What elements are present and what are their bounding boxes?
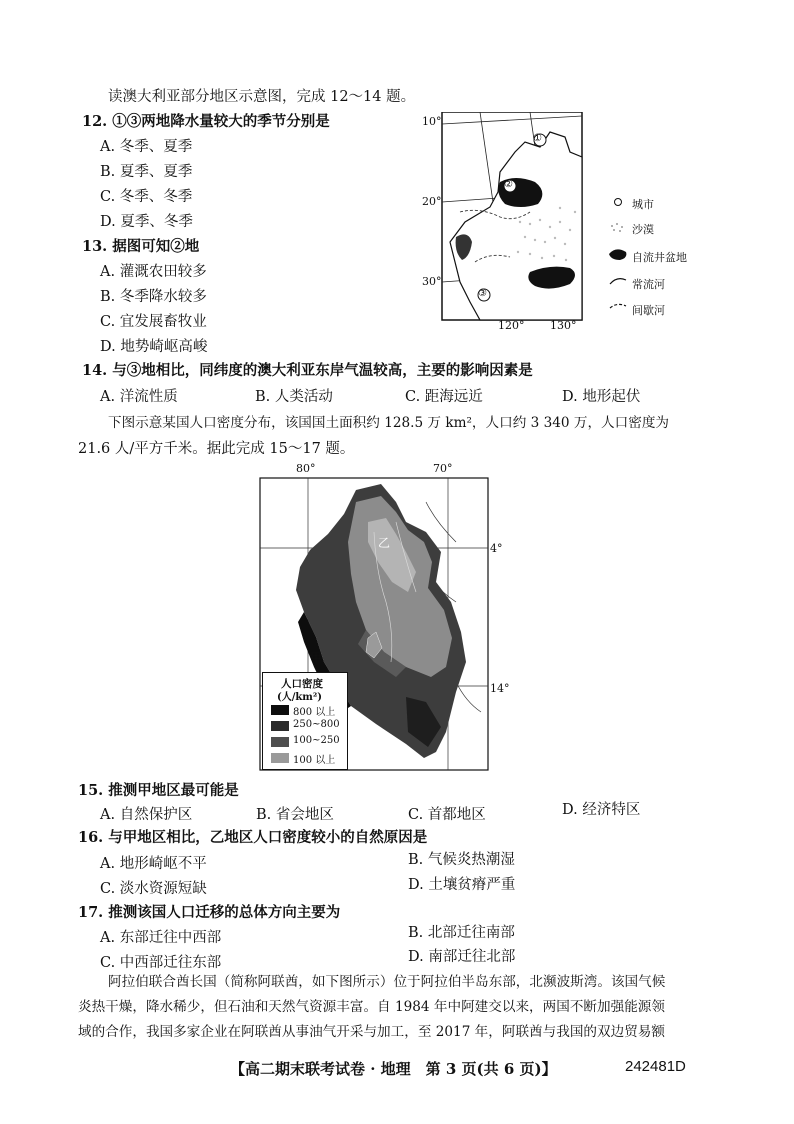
q14-stem: 14. 与③地相比，同纬度的澳大利亚东岸气温较高，主要的影响因素是 — [82, 362, 533, 379]
q15-option-a[interactable]: A. 自然保护区 — [100, 807, 193, 823]
intro-text-2-line2: 21.6 人/平方千米。据此完成 15～17 题。 — [78, 441, 355, 457]
q15-stem: 15. 推测甲地区最可能是 — [78, 782, 239, 799]
density-legend-1: 800 以上 — [293, 707, 336, 718]
population-density-map — [256, 462, 510, 774]
q12-option-a[interactable]: A. 冬季、夏季 — [100, 139, 193, 155]
legend-artesian-basin: 自流井盆地 — [632, 251, 687, 264]
q13-stem: 13. 据图可知②地 — [82, 238, 200, 255]
lat-label-30: 30° — [422, 275, 442, 288]
footer-code: 242481D — [625, 1058, 686, 1075]
legend-city: 城市 — [632, 198, 654, 211]
legend-desert: 沙漠 — [632, 223, 654, 236]
q16-option-a[interactable]: A. 地形崎岖不平 — [100, 856, 207, 872]
lat-label-10: 10° — [422, 115, 442, 128]
intro-text-2-line1: 下图示意某国人口密度分布，该国国土面积约 128.5 万 km²，人口约 3 340 万，人口密度为 — [108, 415, 670, 431]
q15-option-b[interactable]: B. 省会地区 — [256, 807, 334, 823]
q12-option-b[interactable]: B. 夏季、夏季 — [100, 164, 193, 180]
q17-stem: 17. 推测该国人口迁移的总体方向主要为 — [78, 904, 341, 921]
q13-option-d[interactable]: D. 地势崎岖高峻 — [100, 339, 208, 355]
density-swatch-3 — [271, 737, 289, 747]
density-swatch-2 — [271, 721, 289, 731]
q17-option-c[interactable]: C. 中西部迁往东部 — [100, 955, 222, 971]
density-legend-title: 人口密度 — [281, 678, 323, 690]
q16-option-d[interactable]: D. 土壤贫瘠严重 — [408, 877, 516, 893]
q13-option-a[interactable]: A. 灌溉农田较多 — [100, 264, 207, 280]
australia-map — [420, 112, 710, 332]
passage-line-1: 阿拉伯联合酋长国（简称阿联酋，如下图所示）位于阿拉伯半岛东部，北濒波斯湾。该国气候 — [108, 974, 666, 990]
q17-option-b[interactable]: B. 北部迁往南部 — [408, 925, 515, 941]
density-swatch-1 — [271, 705, 289, 715]
density-legend-unit: (人/km²) — [277, 692, 323, 703]
q14-option-b[interactable]: B. 人类活动 — [255, 389, 333, 405]
passage-line-3: 域的合作，我国多家企业在阿联酋从事油气开采与加工，至 2017 年，阿联酋与我国的双边贸易额 — [78, 1024, 665, 1040]
density-legend-2: 250~800 — [293, 719, 340, 730]
lon-label-120: 120° — [498, 319, 525, 332]
q14-option-d[interactable]: D. 地形起伏 — [562, 389, 641, 405]
q17-option-d[interactable]: D. 南部迁往北部 — [408, 949, 516, 965]
marker-2: ② — [504, 179, 513, 190]
intro-text-1: 读澳大利亚部分地区示意图，完成 12～14 题。 — [108, 89, 416, 105]
lat-label-20: 20° — [422, 195, 442, 208]
q14-option-c[interactable]: C. 距海远近 — [405, 389, 483, 405]
density-legend-4: 100 以上 — [293, 755, 336, 766]
lat-label-14: 14° — [490, 682, 510, 695]
q12-option-d[interactable]: D. 夏季、冬季 — [100, 214, 193, 230]
q16-option-b[interactable]: B. 气候炎热潮湿 — [408, 852, 515, 868]
q13-option-c[interactable]: C. 宜发展畜牧业 — [100, 314, 207, 330]
label-jia: 甲 — [310, 651, 323, 665]
q14-option-a[interactable]: A. 洋流性质 — [100, 389, 178, 405]
q16-option-c[interactable]: C. 淡水资源短缺 — [100, 881, 207, 897]
density-swatch-4 — [271, 753, 289, 763]
passage-line-2: 炎热干燥，降水稀少，但石油和天然气资源丰富。自 1984 年中阿建交以来，两国不断加强能源领 — [78, 999, 665, 1015]
q13-option-b[interactable]: B. 冬季降水较多 — [100, 289, 207, 305]
q17-option-a[interactable]: A. 东部迁往中西部 — [100, 930, 222, 946]
lon-label-70: 70° — [433, 462, 453, 475]
density-legend — [262, 672, 348, 770]
q12-option-c[interactable]: C. 冬季、冬季 — [100, 189, 193, 205]
marker-3: ③ — [478, 288, 487, 299]
lon-label-80: 80° — [296, 462, 316, 475]
footer-page-info: 【高二期末联考试卷 · 地理 第 3 页(共 6 页)】 — [230, 1060, 557, 1078]
density-legend-3: 100~250 — [293, 735, 340, 746]
legend-intermittent-river: 间歇河 — [632, 304, 665, 317]
q12-stem: 12. ①③两地降水量较大的季节分别是 — [82, 113, 330, 130]
q15-option-c[interactable]: C. 首都地区 — [408, 807, 486, 823]
lat-label-4: 4° — [490, 542, 503, 555]
legend-perennial-river: 常流河 — [632, 278, 665, 291]
q16-stem: 16. 与甲地区相比，乙地区人口密度较小的自然原因是 — [78, 829, 428, 846]
q15-option-d[interactable]: D. 经济特区 — [562, 802, 641, 818]
lon-label-130: 130° — [550, 319, 577, 332]
label-yi: 乙 — [378, 536, 391, 550]
marker-1: ① — [533, 133, 542, 144]
